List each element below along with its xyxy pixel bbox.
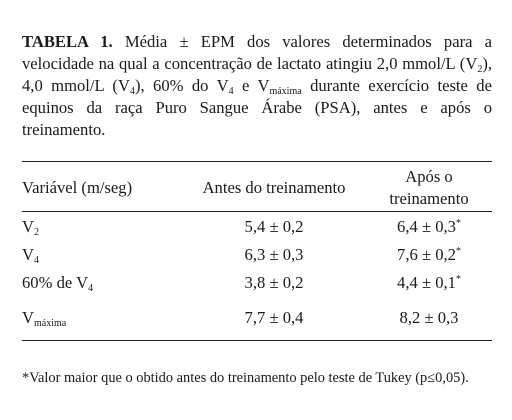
caption-text: e V — [233, 75, 270, 95]
row-variable-text: 60% de V — [22, 273, 89, 292]
row-variable — [22, 244, 39, 266]
row-after-value — [370, 216, 488, 238]
table-footnote: *Valor maior que o obtido antes do treinamento pelo teste de Tukey (p≤0,05). — [22, 370, 469, 387]
row-variable — [22, 307, 66, 329]
header-after — [370, 166, 488, 210]
significance-mark: * — [455, 218, 461, 229]
caption-text: Média ± EPM dos valores determinados para a velocidade na qual a concentração de lactato atingiu 2,0 mmol/L (V — [22, 31, 492, 73]
row-after-text: 4,4 ± 0,1 — [397, 273, 456, 292]
caption-subscript: máxima — [269, 85, 302, 97]
row-variable — [22, 216, 39, 238]
row-variable-text: V — [22, 308, 34, 327]
row-after-text: 8,2 ± 0,3 — [399, 308, 459, 327]
caption-subscript: 2 — [477, 63, 483, 75]
caption-text: ), 60% do V — [134, 75, 229, 95]
row-variable-subscript: máxima — [33, 318, 67, 329]
table-top-rule — [22, 161, 492, 162]
row-variable-text: V — [22, 245, 34, 264]
caption-text: durante exercício teste de equinos da raça Puro Sangue Árabe (PSA), antes e após o treinamento. — [22, 75, 492, 139]
row-variable-subscript: 4 — [88, 283, 94, 294]
caption-label: TABELA 1. — [22, 31, 113, 51]
row-after-value — [370, 244, 488, 266]
header-after-line-2: treinamento — [389, 189, 469, 208]
table-bottom-rule — [22, 340, 492, 341]
row-before-value: 7,7 ± 0,4 — [244, 308, 304, 327]
row-before-value: 5,4 ± 0,2 — [244, 217, 304, 236]
caption-text: ), 4,0 mmol/L (V — [22, 53, 492, 95]
row-before-value: 6,3 ± 0,3 — [244, 245, 304, 264]
caption-subscript: 4 — [129, 85, 135, 97]
row-before-value: 3,8 ± 0,2 — [244, 273, 304, 292]
row-after-text: 7,6 ± 0,2 — [397, 245, 456, 264]
row-variable — [22, 272, 93, 294]
significance-mark: * — [455, 246, 461, 257]
row-variable-subscript: 4 — [33, 255, 39, 266]
header-before: Antes do treinamento — [202, 178, 346, 197]
row-after-value — [370, 272, 488, 294]
header-variable: Variável (m/seg) — [22, 178, 133, 197]
table-header-rule — [22, 211, 492, 212]
row-variable-subscript: 2 — [33, 227, 39, 238]
row-after-text: 6,4 ± 0,3 — [397, 217, 456, 236]
table-caption — [22, 31, 492, 141]
row-after-value — [370, 307, 488, 329]
header-after-line-1: Após o — [405, 167, 453, 186]
row-variable-text: V — [22, 217, 34, 236]
significance-mark: * — [455, 274, 461, 285]
caption-subscript: 4 — [228, 85, 234, 97]
